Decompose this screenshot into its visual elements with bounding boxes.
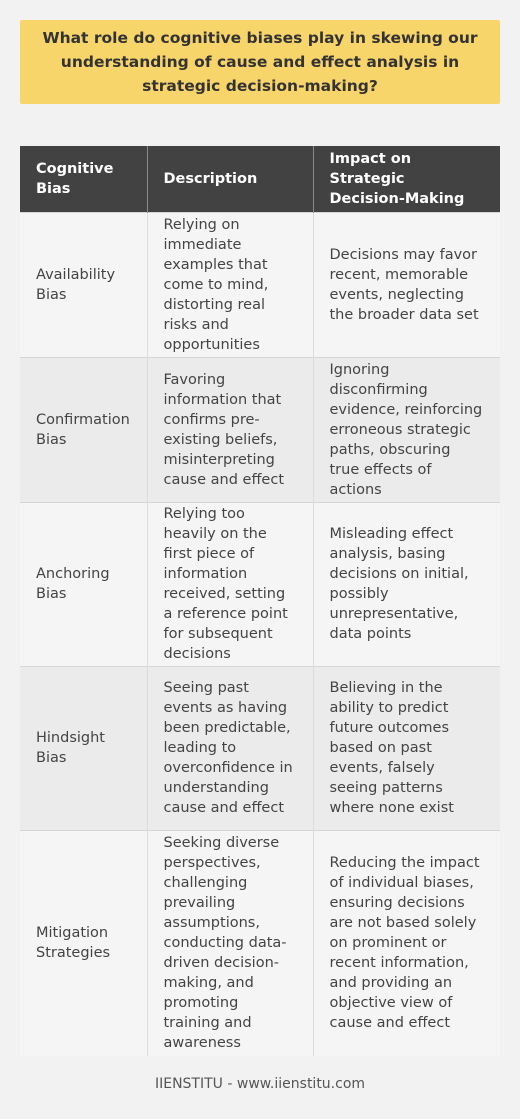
bias-description: Seeking diverse perspectives, challenging prevailing assumptions, conducting data-driven decision-making, and promoting training and awareness bbox=[147, 830, 313, 1056]
bias-impact: Misleading effect analysis, basing decisions on initial, possibly unrepresentative, data points bbox=[313, 502, 500, 666]
table-row bbox=[20, 357, 500, 502]
cognitive-bias-table bbox=[20, 146, 500, 1056]
bias-impact: Decisions may favor recent, memorable events, neglecting the broader data set bbox=[313, 212, 500, 357]
bias-description: Relying on immediate examples that come to mind, distorting real risks and opportunities bbox=[147, 212, 313, 357]
bias-name: Hindsight Bias bbox=[20, 666, 147, 830]
footer-credit: IIENSTITU - www.iienstitu.com bbox=[154, 1076, 366, 1092]
table-row bbox=[20, 502, 500, 666]
bias-impact: Ignoring disconfirming evidence, reinforcing erroneous strategic paths, obscuring true effects of actions bbox=[313, 357, 500, 502]
bias-name: Anchoring Bias bbox=[20, 502, 147, 666]
bias-name: Confirmation Bias bbox=[20, 357, 147, 502]
bias-description: Favoring information that confirms pre-existing beliefs, misinterpreting cause and effect bbox=[147, 357, 313, 502]
bias-name: Mitigation Strategies bbox=[20, 830, 147, 1056]
bias-impact: Believing in the ability to predict future outcomes based on past events, falsely seeing patterns where none exist bbox=[313, 666, 500, 830]
bias-impact: Reducing the impact of individual biases, ensuring decisions are not based solely on prominent or recent information, and providing an objective view of cause and effect bbox=[313, 830, 500, 1056]
bias-name: Availability Bias bbox=[20, 212, 147, 357]
table-row bbox=[20, 212, 500, 357]
title-banner bbox=[20, 20, 500, 104]
header-impact: Impact on Strategic Decision-Making bbox=[313, 146, 500, 212]
table-header-row bbox=[20, 146, 500, 212]
table-row bbox=[20, 830, 500, 1056]
bias-description: Seeing past events as having been predictable, leading to overconfidence in understanding cause and effect bbox=[147, 666, 313, 830]
table-row bbox=[20, 666, 500, 830]
header-cognitive-bias: Cognitive Bias bbox=[20, 146, 147, 212]
bias-description: Relying too heavily on the first piece of information received, setting a reference point for subsequent decisions bbox=[147, 502, 313, 666]
header-description: Description bbox=[147, 146, 313, 212]
page-title: What role do cognitive biases play in skewing our understanding of cause and effect analysis in strategic decision-making? bbox=[42, 29, 478, 95]
